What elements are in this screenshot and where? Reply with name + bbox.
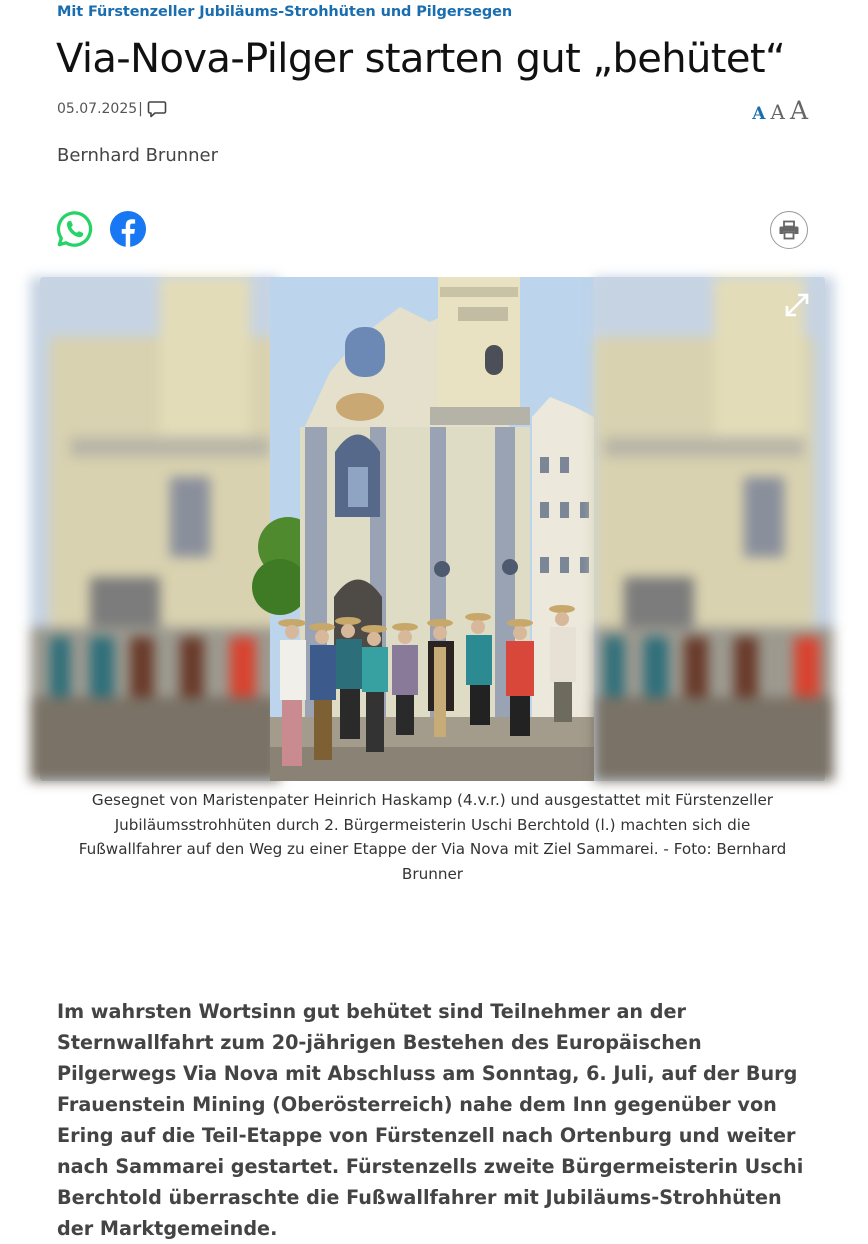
photo-blurred-left (30, 277, 280, 781)
publish-date: 05.07.2025 (57, 101, 138, 117)
article-author: Bernhard Brunner (57, 145, 219, 166)
comment-icon[interactable] (147, 100, 167, 118)
share-bar (56, 210, 147, 248)
article-kicker: Mit Fürstenzeller Jubiläums-Strohhüten und Pilgersegen (57, 4, 513, 20)
image-caption: Gesegnet von Maristenpater Heinrich Haskamp (4.v.r.) und ausgestattet mit Fürstenzeller Jubiläumsstrohhüten durch 2. Bürgermeisterin Uschi Berchtold (l.) machten sich die Fußwallfahrer auf den Weg zu einer Etappe der Via Nova mit Ziel Sammarei. - Foto: Bernhard Brunner (78, 791, 787, 883)
expand-icon[interactable] (783, 291, 811, 319)
article-meta (57, 100, 167, 118)
article-title: Via-Nova-Pilger starten gut „behütet“ (56, 36, 786, 82)
photo-main-church (270, 277, 594, 781)
facebook-icon[interactable] (109, 210, 147, 248)
meta-separator: | (138, 101, 143, 117)
printer-icon (778, 220, 800, 240)
photo-blurred-right (594, 277, 834, 781)
article-lead: Im wahrsten Wortsinn gut behütet sind Teilnehmer an der Sternwallfahrt zum 20-jährigen Bestehen des Europäischen Pilgerwegs Via Nova mit Abschluss am Sonntag, 6. Juli, auf der Burg Frauenstein Mining (Oberösterreich) nahe dem Inn gegenüber von Ering auf die Teil-Etappe von Fürstenzell nach Ortenburg und weiter nach Sammarei gestartet. Fürstenzells zweite Bürgermeisterin Uschi Berchtold überraschte die Fußwallfahrer mit Jubiläums-Strohhüten der Marktgemeinde. (57, 1000, 804, 1240)
comment-icon-svg (147, 100, 167, 118)
font-size-small-button[interactable]: A (752, 104, 766, 124)
whatsapp-icon[interactable] (56, 210, 94, 248)
font-size-medium-button[interactable]: A (770, 100, 785, 124)
article-photo[interactable] (40, 277, 825, 781)
font-size-large-button[interactable]: A (789, 96, 808, 125)
print-button[interactable] (770, 211, 808, 249)
font-size-control (752, 96, 808, 125)
